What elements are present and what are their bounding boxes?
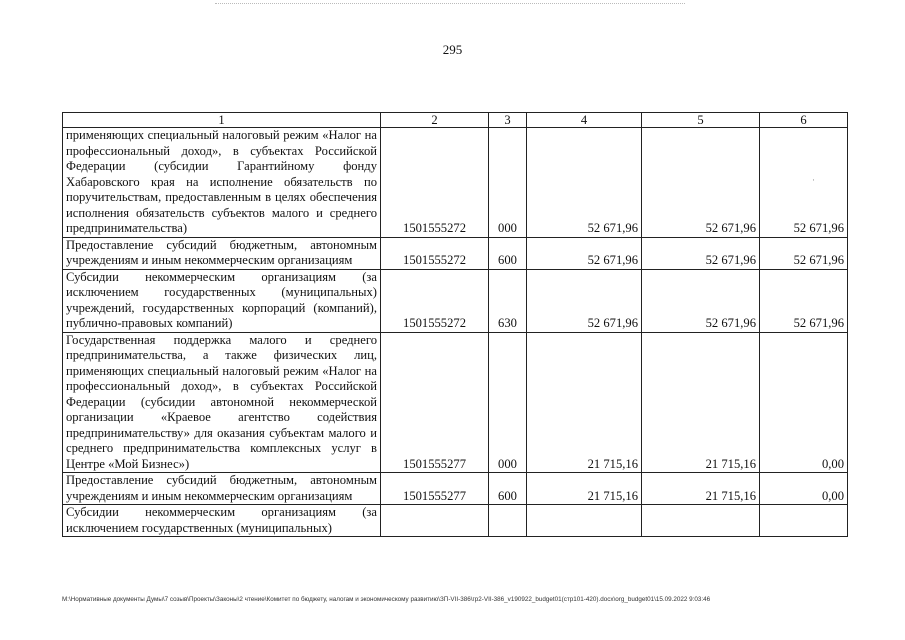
row-target-code: 1501555272 — [381, 128, 489, 238]
row-expense-type: 600 — [489, 237, 527, 269]
row-amount-col-4: 21 715,16 — [527, 473, 642, 505]
row-amount-col-6: 0,00 — [760, 332, 848, 473]
row-name: Субсидии некоммерческим организациям (за исключением государственных (муниципальных) — [63, 505, 381, 537]
document-path-footer: M:\Нормативные документы Думы\7 созыв\Проекты\Законы\2 чтение\Комитет по бюджету, налогам и экономическому развитию\ЗП-VII-386\гр2-VII-386_v190922_budget01(стр101-420).docx\org_budget01\15.09.2022 9:03:46 — [62, 596, 711, 603]
table-row — [63, 473, 848, 505]
scan-mark: · — [812, 175, 815, 185]
row-amount-col-5: 52 671,96 — [642, 128, 760, 238]
row-amount-col-5: 21 715,16 — [642, 473, 760, 505]
row-expense-type: 000 — [489, 128, 527, 238]
budget-table — [62, 112, 848, 537]
table-row — [63, 128, 848, 238]
header-col-3: 3 — [489, 113, 527, 128]
row-target-code: 1501555272 — [381, 269, 489, 332]
row-amount-col-4: 52 671,96 — [527, 237, 642, 269]
row-expense-type — [489, 505, 527, 537]
row-amount-col-5: 52 671,96 — [642, 237, 760, 269]
table-header-row — [63, 113, 848, 128]
row-amount-col-5: 21 715,16 — [642, 332, 760, 473]
row-amount-col-6: 52 671,96 — [760, 237, 848, 269]
header-col-1: 1 — [63, 113, 381, 128]
row-amount-col-4: 52 671,96 — [527, 269, 642, 332]
row-name: Государственная поддержка малого и среднего предпринимательства, а также физических лиц, применяющих специальный налоговый режим «Налог на профессиональный доход», в субъектах Российской Федерации (субсидии автономной некоммерческой организации «Краевое агентство содействия предпринимательству» для оказания субъектам малого и среднего предпринимательства комплексных услуг в Центре «Мой Бизнес») — [63, 332, 381, 473]
row-amount-col-4: 52 671,96 — [527, 128, 642, 238]
row-amount-col-5 — [642, 505, 760, 537]
row-name: Предоставление субсидий бюджетным, автономным учреждениям и иным некоммерческим организациям — [63, 237, 381, 269]
row-name: Предоставление субсидий бюджетным, автономным учреждениям и иным некоммерческим организациям — [63, 473, 381, 505]
row-expense-type: 630 — [489, 269, 527, 332]
row-amount-col-4 — [527, 505, 642, 537]
table-row — [63, 269, 848, 332]
header-col-6: 6 — [760, 113, 848, 128]
row-amount-col-6 — [760, 505, 848, 537]
row-amount-col-4: 21 715,16 — [527, 332, 642, 473]
row-target-code: 1501555277 — [381, 332, 489, 473]
header-col-4: 4 — [527, 113, 642, 128]
row-amount-col-6: 0,00 — [760, 473, 848, 505]
table-row — [63, 332, 848, 473]
row-name: применяющих специальный налоговый режим «Налог на профессиональный доход», в субъектах Российской Федерации (субсидии Гарантийному фонду Хабаровского края на исполнение обязательств по поручительствам, предоставленным в целях обеспечения исполнения обязательств субъектов малого и среднего предпринимательства) — [63, 128, 381, 238]
page-number: 295 — [442, 42, 463, 57]
table-row — [63, 505, 848, 537]
row-amount-col-6: 52 671,96 — [760, 269, 848, 332]
row-expense-type: 000 — [489, 332, 527, 473]
row-target-code — [381, 505, 489, 537]
table-row — [63, 237, 848, 269]
row-amount-col-6: 52 671,96 — [760, 128, 848, 238]
top-scan-rule — [215, 3, 685, 4]
row-target-code: 1501555277 — [381, 473, 489, 505]
row-target-code: 1501555272 — [381, 237, 489, 269]
header-col-5: 5 — [642, 113, 760, 128]
row-amount-col-5: 52 671,96 — [642, 269, 760, 332]
row-name: Субсидии некоммерческим организациям (за исключением государственных (муниципальных) учреждений, государственных корпораций (компаний), публично-правовых компаний) — [63, 269, 381, 332]
header-col-2: 2 — [381, 113, 489, 128]
row-expense-type: 600 — [489, 473, 527, 505]
